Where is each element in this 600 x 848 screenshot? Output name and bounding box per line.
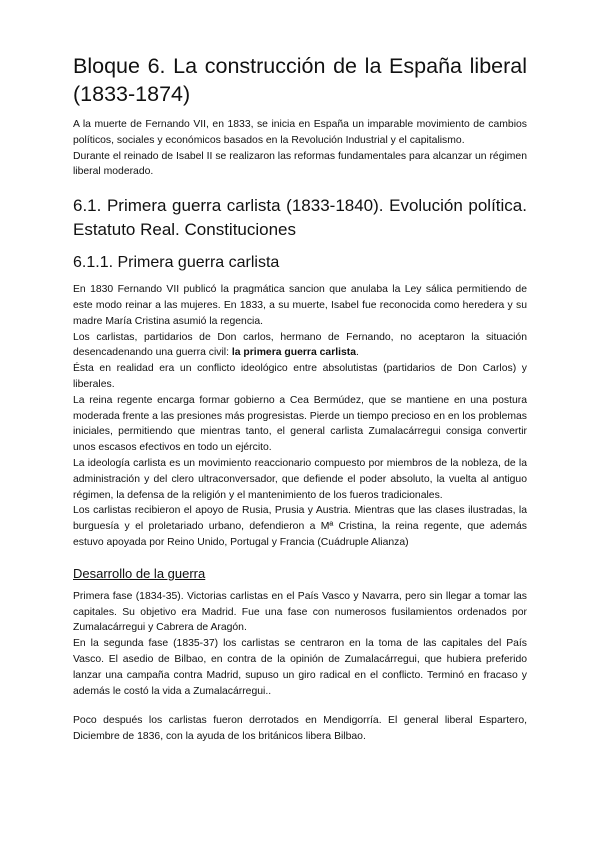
intro-section [73, 117, 527, 180]
body-paragraph: Ésta en realidad era un conflicto ideológico entre absolutistas (partidarios de Don Carlos) y liberales. [73, 363, 527, 390]
body-paragraph: Poco después los carlistas fueron derrotados en Mendigorría. El general liberal Espartero, Diciembre de 1836, con la ayuda de los británicos libera Bilbao. [73, 715, 527, 743]
desarrollo-body [73, 589, 527, 745]
carlist-war-body [73, 282, 527, 551]
body-text: Los carlistas, partidarios de Don carlos, hermano de Fernando, no aceptaron la situación desencadenando una guerra civil: [73, 331, 527, 359]
body-paragraph: La reina regente encarga formar gobierno a Cea Bermúdez, que se mantiene en una postura moderada frente a las presiones más progresistas. Pierde un tiempo precioso en en los problemas iniciales, permitiendo que mientras tanto, el general carlista Zumalacárregui consiga convertir unos escasos efectivos en todo un ejército. [73, 394, 527, 454]
body-paragraph: La ideología carlista es un movimiento reaccionario compuesto por miembros de la nobleza, de la administración y del clero ultraconversador, que defiende el poder absoluto, la vuelta al antiguo régimen, la defensa de la religión y el mantenimiento de los fueros tradicionales. [73, 457, 527, 501]
intro-paragraph: A la muerte de Fernando VII, en 1833, se inicia en España un imparable movimiento de cambios políticos, sociales y económicos basados en la Revolución Industrial y el capitalismo. [73, 119, 527, 146]
body-text: . [356, 347, 359, 359]
body-paragraph [73, 330, 527, 362]
bold-emphasis: la primera guerra carlista [231, 347, 357, 359]
document-title: Bloque 6. La construcción de la España liberal (1833-1874) [73, 54, 527, 106]
intro-paragraph: Durante el reinado de Isabel II se realizaron las reformas fundamentales para alcanzar un régimen liberal moderado. [73, 150, 527, 178]
body-paragraph: En la segunda fase (1835-37) los carlistas se centraron en la toma de las capitales del País Vasco. El asedio de Bilbao, en contra de la opinión de Zumalacárregui, que hubiera preferido lanzar una campaña contra Madrid, supuso un giro radical en el conflicto. Terminó en fracaso y además le costó la vida a Zumalacárregui.. [73, 638, 527, 697]
section-heading-wrap [73, 194, 527, 242]
body-paragraph: Primera fase (1834-35). Victorias carlistas en el País Vasco y Navarra, pero sin llegar a tomar las capitales. Su objetivo era Madrid. Fue una fase con numerosos fusilamientos ordenados por Zumalacárregui y Cabrera de Aragón. [73, 590, 527, 634]
section-heading: 6.1. Primera guerra carlista (1833-1840). Evolución política. Estatuto Real. Constituciones [73, 196, 527, 240]
document-page [73, 52, 527, 745]
subsection-heading: 6.1.1. Primera guerra carlista [73, 254, 280, 272]
body-paragraph: Los carlistas recibieron el apoyo de Rusia, Prusia y Austria. Mientras que las clases ilustradas, la burguesía y el proletariado urbano, defendieron a Mª Cristina, la reina regente, que además estuvo apoyada por Reino Unido, Portugal y Francia (Cuádruple Alianza) [73, 505, 527, 548]
body-paragraph: En 1830 Fernando VII publicó la pragmática sancion que anulaba la Ley sálica permitiendo de este modo reinar a las mujeres. En 1833, a su muerte, Isabel fue reconocida como heredera y su madre María Cristina asumió la regencia. [73, 284, 527, 327]
desarrollo-heading: Desarrollo de la guerra [73, 565, 206, 581]
